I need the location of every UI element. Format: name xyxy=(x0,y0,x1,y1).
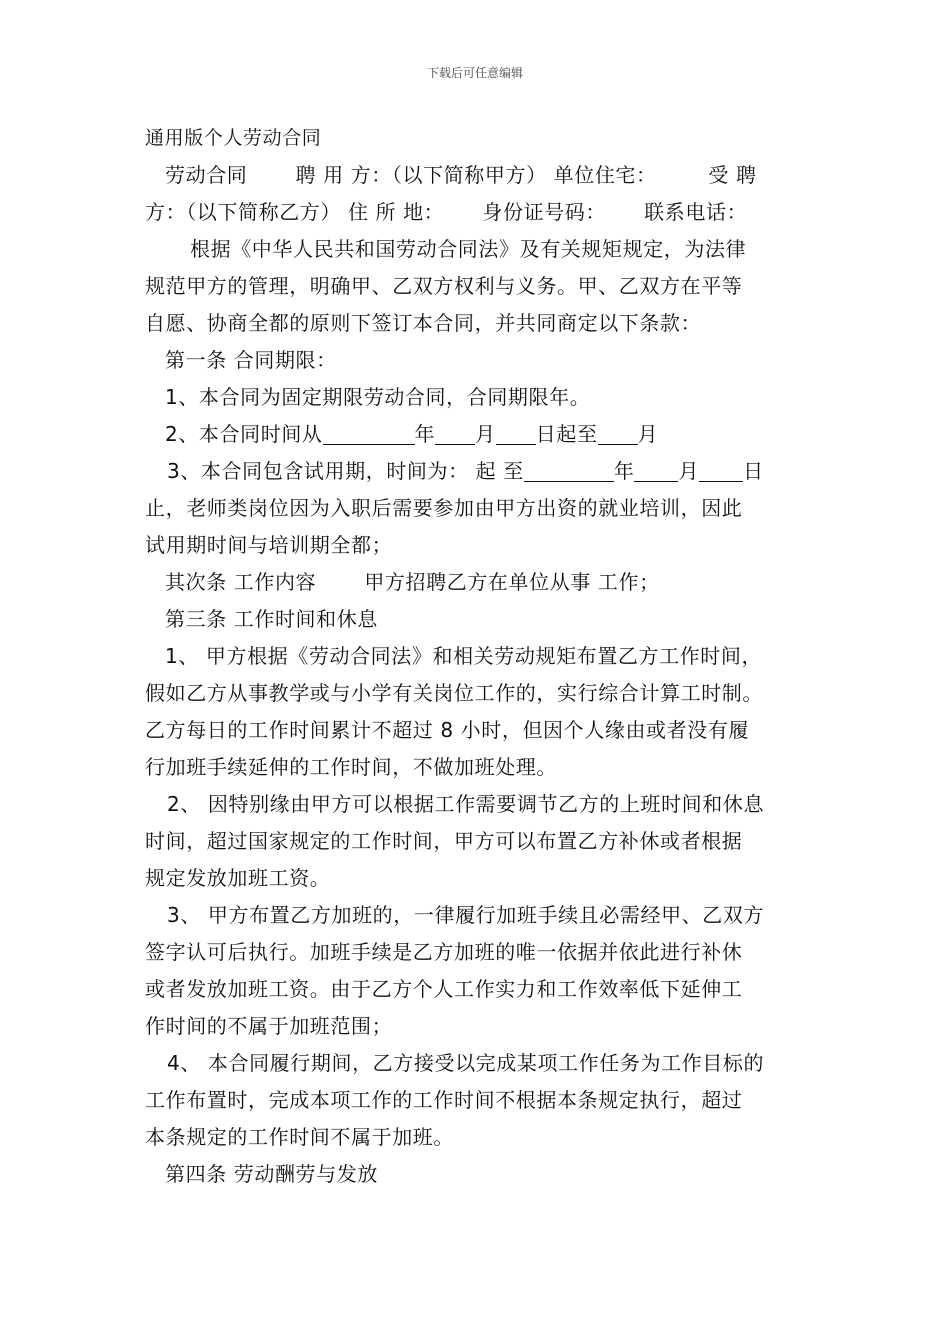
trial-month-label: 月 xyxy=(678,459,700,483)
article-3-p3-line-3: 或者发放加班工资。由于乙方个人工作实力和工作效率低下延伸工 xyxy=(145,977,743,1001)
end-month-blank[interactable] xyxy=(598,420,638,445)
day-to-label: 日起至 xyxy=(535,422,598,446)
start-month-blank[interactable] xyxy=(435,420,475,445)
month-label: 月 xyxy=(475,422,496,446)
article-3-p1-line-2: 假如乙方从事教学或与小学有关岗位工作的，实行综合计算工时制。 xyxy=(145,681,763,705)
article-4-heading: 第四条 劳动酬劳与发放 xyxy=(165,1162,378,1186)
parties-line-1: 劳动合同 聘 用 方：（以下简称甲方） 单位住宅： 受 聘 xyxy=(165,163,757,187)
article-3-p4-line-2: 工作布置时，完成本项工作的工作时间不根据本条规定执行，超过 xyxy=(145,1088,743,1112)
parties-line-2: 方：（以下简称乙方） 住 所 地： 身份证号码： 联系电话： xyxy=(145,200,748,224)
item-2-prefix: 2、本合同时间从 xyxy=(165,422,323,446)
article-3-p3-line-4: 作时间的不属于加班范围； xyxy=(145,1014,393,1038)
intro-line-3: 自愿、协商全都的原则下签订本合同，并共同商定以下条款： xyxy=(145,311,702,335)
article-3-p2-line-1: 2、 因特别缘由甲方可以根据工作需要调节乙方的上班时间和休息 xyxy=(167,792,765,816)
start-day-blank[interactable] xyxy=(496,420,536,445)
month-end-label: 月 xyxy=(637,422,659,446)
article-3-p2-line-3: 规定发放加班工资。 xyxy=(145,866,331,890)
article-3-p3-line-2: 签字认可后执行。加班手续是乙方加班的唯一依据并依此进行补休 xyxy=(145,940,743,964)
trial-month-blank[interactable] xyxy=(634,457,678,482)
article-3-p1-line-4: 行加班手续延伸的工作时间，不做加班处理。 xyxy=(145,755,557,779)
article-3-p1-line-1: 1、 甲方根据《劳动合同法》和相关劳动规矩布置乙方工作时间， xyxy=(165,644,763,668)
trial-year-blank[interactable] xyxy=(524,457,614,482)
document-title: 通用版个人劳动合同 xyxy=(145,127,322,149)
article-1-item-1: 1、本合同为固定期限劳动合同，合同期限年。 xyxy=(165,385,591,409)
article-3-heading: 第三条 工作时间和休息 xyxy=(165,607,378,631)
article-1-item-3-cont-1: 止，老师类岗位因为入职后需要参加由甲方出资的就业培训，因此 xyxy=(145,496,743,520)
article-1-item-2 xyxy=(145,416,820,453)
article-2: 其次条 工作内容 甲方招聘乙方在单位从事 工作； xyxy=(165,570,660,594)
page-header: 下载后可任意编辑 xyxy=(426,66,523,80)
article-3-p2-line-2: 时间，超过国家规定的工作时间，甲方可以布置乙方补休或者根据 xyxy=(145,829,743,853)
article-1-item-3-cont-2: 试用期时间与培训期全都； xyxy=(145,533,393,557)
article-1-item-3 xyxy=(145,453,820,490)
article-3-p1-line-3: 乙方每日的工作时间累计不超过 8 小时，但因个人缘由或者没有履 xyxy=(145,718,750,742)
trial-year-label: 年 xyxy=(613,459,635,483)
document-body xyxy=(145,120,820,1193)
trial-day-label: 日 xyxy=(743,459,764,483)
trial-day-blank[interactable] xyxy=(699,457,743,482)
article-3-p4-line-3: 本条规定的工作时间不属于加班。 xyxy=(145,1125,454,1149)
article-3-p3-line-1: 3、 甲方布置乙方加班的，一律履行加班手续且必需经甲、乙双方 xyxy=(167,903,765,927)
article-1-heading: 第一条 合同期限： xyxy=(165,348,337,372)
intro-line-2: 规范甲方的管理，明确甲、乙双方权利与义务。甲、乙双方在平等 xyxy=(145,274,743,298)
article-3-p4-line-1: 4、 本合同履行期间，乙方接受以完成某项工作任务为工作目标的 xyxy=(167,1051,765,1075)
intro-line-1: 根据《中华人民共和国劳动合同法》及有关规矩规定，为法律 xyxy=(190,237,747,261)
year-label: 年 xyxy=(414,422,436,446)
start-year-blank[interactable] xyxy=(323,420,415,445)
item-3-prefix: 3、本合同包含试用期，时间为： 起 至 xyxy=(167,459,524,483)
